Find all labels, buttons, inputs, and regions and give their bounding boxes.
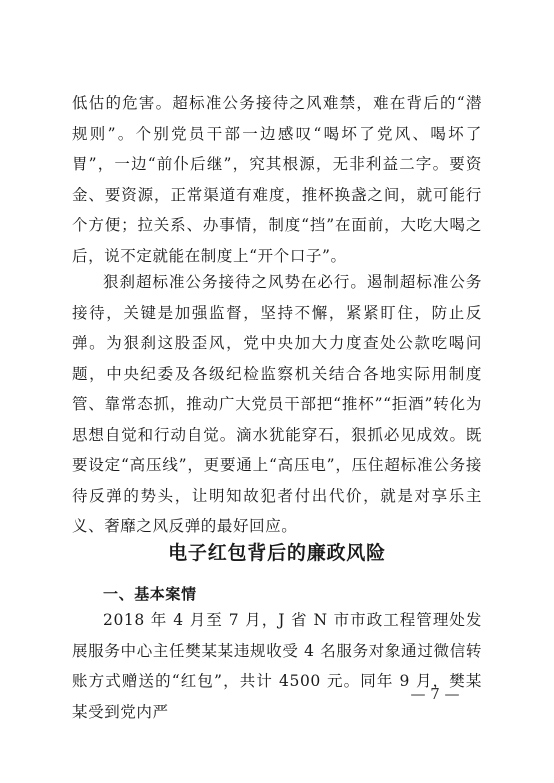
page-number: — 7 — (410, 685, 460, 703)
section-title: 电子红包背后的廉政风险 (168, 542, 386, 564)
subheading: 一、基本案情 (103, 585, 197, 603)
case-paragraph: 2018 年 4 月至 7 月，J 省 N 市市政工程管理处发展服务中心主任樊某某违规收受 4 名服务对象通过微信转账方式赠送的“红包”，共计 4500 元。同年 9 月，樊某某受到党内严 (72, 611, 482, 721)
body-paragraph-2: 狠刹超标准公务接待之风势在必行。遏制超标准公务接待，关键是加强监督，坚持不懈，紧紧盯住，防止反弹。为狠刹这股歪风，党中央加大力度查处公款吃喝问题，中央纪委及各级纪检监察机关结合各地实际用制度管、靠常态抓，推动广大党员干部把“推杯”“拒酒”转化为思想自觉和行动自觉。滴水犹能穿石，狠抓必见成效。既要设定“高压线”，更要通上“高压电”，压住超标准公务接待反弹的势头，让明知故犯者付出代价，就是对享乐主义、奢靡之风反弹的最好回应。 (72, 273, 482, 535)
body-paragraph-1: 低估的危害。超标准公务接待之风难禁，难在背后的“潜规则”。个别党员干部一边感叹“喝坏了党风、喝坏了胃”，一边“前仆后继”，究其根源，无非利益二字。要资金、要资源，正常渠道有难度，推杯换盏之间，就可能行个方便；拉关系、办事情，制度“挡”在面前，大吃大喝之后，说不定就能在制度上“开个口子”。 (72, 94, 482, 265)
